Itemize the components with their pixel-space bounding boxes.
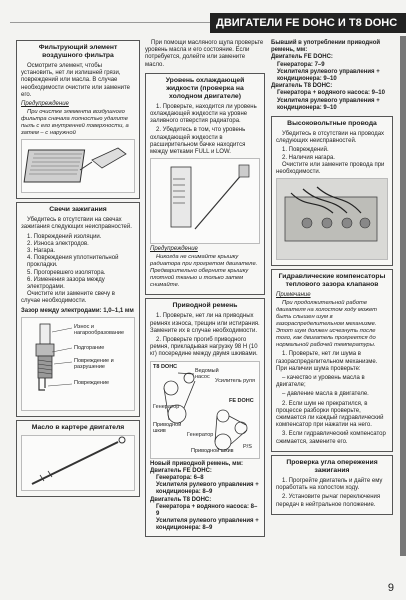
spark-plug-figure — [21, 317, 135, 411]
hv-wires-section — [271, 116, 393, 266]
coolant-title: Уровень охлаждающей жидкости (проверка на холодном двигателе) — [165, 76, 245, 100]
fig-label: Приводной шкив — [191, 447, 234, 454]
column-1 — [16, 40, 140, 500]
column-2 — [145, 40, 265, 540]
spec-line: Двигатель T8 DOHC: — [271, 83, 333, 90]
engine-wires-figure — [276, 178, 388, 260]
fig-label: Износ и нагарообразование — [74, 323, 125, 336]
hv-wires-advice: Очистите или замените провода при необходимости. — [276, 161, 385, 176]
spark-plug-fault-list — [21, 234, 135, 292]
spark-plug-intro: Убедитесь в отсутствии на свечах зажигания следующих неисправностей. — [21, 217, 132, 231]
list-item: 6. Изменения зазора между электродами. — [27, 276, 105, 291]
belt-step-1: 1. Проверьте, нет ли на приводных ремнях износа, трещин или истирания. Замените их в случае необходимости. — [150, 313, 260, 334]
belt-step-2: 2. Проверьте прогиб приводного ремня, прикладывая нагрузку 98 Н (10 кг) посередине между двумя шкивами. — [150, 337, 258, 358]
spark-plug-section — [16, 202, 140, 417]
new-belt-spec — [150, 461, 260, 533]
spec-line: Двигатель FE DOHC: — [271, 54, 333, 61]
hv-wires-fault-list — [276, 147, 388, 161]
air-filter-section — [16, 40, 140, 199]
fig-label: T8 DOHC — [153, 363, 178, 370]
edge-tab-bar — [400, 36, 406, 556]
list-item: 2. Наличия нагара. — [282, 154, 335, 161]
spec-line: Усилителя рулевого управления + кондиционера: 8–9 — [156, 518, 259, 532]
engine-oil-section — [16, 420, 140, 497]
hydraulic-lifter-title: Гидравлические компенсаторы теплового зазора клапанов — [278, 273, 386, 289]
ignition-timing-title: Проверка угла опережения зажигания — [286, 458, 378, 474]
list-item: 4. Повреждения уплотнительной прокладки. — [27, 255, 119, 269]
coolant-note: Никогда не снимайте крышку радиатора при прогретом двигателе. Предварительно оберните крышку плотной тканью и только затем снимайте. — [150, 254, 258, 289]
ignition-timing-section — [271, 455, 393, 515]
hydraulic-lifter-section — [271, 269, 393, 452]
lifter-step-1: 1. Проверьте, нет ли шума в газораспределительном механизме. При наличии шума проверьте: — [276, 351, 378, 372]
spec-line: Бывший в употреблении приводной ремень, мм: — [271, 40, 381, 54]
fig-label: Приводной шкив — [153, 421, 182, 434]
fig-label: P/S — [243, 443, 252, 450]
list-item: 1. Повреждений. — [282, 147, 329, 154]
air-filter-note: При очистке элемента воздушного фильтра сначала полностью удалите пыль с его внутренней поверхности, а затем – с наружной — [21, 109, 129, 137]
timing-step-1: 1. Прогрейте двигатель и дайте ему поработать на холостом ходу. — [276, 477, 383, 492]
spec-line: Усилителя рулевого управления + кондиционера: 8–9 — [156, 482, 259, 496]
coolant-step-2: 2. Убедитесь в том, что уровень охлаждающей жидкости в расширительном бачке находится между метками FULL и LOW. — [150, 127, 246, 156]
lifter-note-heading: Примечание — [276, 292, 311, 299]
spec-line: Генератора + водяного насоса: 8–9 — [156, 503, 258, 518]
spec-line: Генератора: 7–9 — [277, 61, 325, 68]
fig-label: Повреждение — [74, 379, 110, 386]
spark-plug-advice: Очистите или замените свечу в случае необходимости. — [21, 291, 115, 305]
page-number: 9 — [387, 582, 394, 594]
lifter-note: При продолжительной работе двигателя на холостом ходу может быть слышен шум в газораспределительном механизме. Этот шум должен исчезнуть после того, как двигатель прогреется до нормальной рабочей температуры. — [276, 300, 377, 349]
lifter-check-2: – давление масла в двигателе. — [282, 391, 369, 398]
spec-line: Усилителя рулевого управления + кондиционера: 9–10 — [277, 68, 380, 83]
fig-label: Генератор — [153, 403, 180, 410]
coolant-reservoir-figure — [150, 158, 260, 244]
page-header: ДВИГАТЕЛИ FE DOHC И T8 DOHC — [210, 13, 406, 33]
belt-routing-figure — [150, 361, 260, 459]
engine-oil-title: Масло в картере двигателя — [31, 423, 125, 431]
coolant-step-1: 1. Проверьте, находится ли уровень охлаждающей жидкости на уровне заливного отверстия радиатора. — [150, 103, 257, 125]
lifter-step-2: 2. Если шум не прекратился, в процессе разборки проверьте, сжимается ли каждый гидравлический компенсатор при нажатии на него. — [276, 400, 384, 429]
air-filter-note-heading: Предупреждение — [21, 101, 69, 108]
drive-belt-section — [145, 298, 265, 536]
coolant-reservoir-illustration — [151, 159, 261, 243]
air-filter-text: Осмотрите элемент, чтобы установить, нет ли излишней грязи, повреждений или масла. В случае необходимости очистите или замените его. — [21, 63, 131, 98]
timing-step-2: 2. Установите рычаг переключения передач в нейтральное положение. — [276, 494, 381, 508]
header-rule — [10, 22, 210, 23]
fig-label: Ведомый насос — [195, 367, 219, 380]
used-belt-spec — [271, 40, 393, 112]
list-item: 3. Нагара. — [27, 248, 56, 255]
fig-label: Усилитель руля — [215, 377, 255, 384]
spark-plug-title: Свечи зажигания — [49, 206, 107, 214]
spec-line: Усилителя рулевого управления + кондиционера: 9–10 — [277, 97, 380, 111]
list-item: 2. Износа электродов. — [27, 240, 89, 247]
air-filter-figure — [21, 139, 135, 193]
fig-label: FE DOHC — [229, 397, 254, 404]
lifter-step-3: 3. Если гидравлический компенсатор сжимается, замените его. — [276, 431, 386, 445]
fig-label: Подгорание — [74, 344, 105, 351]
engine-bay-illustration — [277, 179, 389, 259]
spec-line: Генератора + водяного насоса: 9–10 — [277, 90, 385, 97]
drive-belt-title: Приводной ремень — [172, 302, 238, 310]
spec-line: Двигатель T8 DOHC: — [150, 496, 212, 503]
hv-wires-title: Высоковольтные провода — [287, 120, 377, 128]
coolant-section — [145, 73, 265, 296]
spec-line: Новый приводной ремень, мм: — [150, 460, 244, 467]
electrode-gap-spec: Зазор между электродами: 1,0–1,1 мм — [21, 307, 134, 314]
oil-dipstick-figure — [21, 435, 135, 491]
coolant-note-heading: Предупреждение — [150, 246, 198, 253]
spec-line: Генератора: 6–8 — [156, 475, 204, 482]
fig-label: Повреждение и разрушение — [74, 357, 114, 370]
air-filter-title: Фильтрующий элемент воздушного фильтра — [38, 44, 118, 59]
air-filter-illustration — [22, 140, 136, 192]
lifter-check-1: – качество и уровень масла в двигателе; — [276, 375, 365, 389]
hv-wires-intro: Убедитесь в отсутствии на проводах следующих неисправностей. — [276, 131, 385, 145]
list-item: 1. Повреждений изоляции. — [27, 233, 102, 240]
fig-label: Генератор — [187, 431, 214, 438]
oil-check-text: При помощи масляного щупа проверьте уровень масла и его состояние. Если потребуется, долейте или замените масло. — [145, 40, 264, 68]
dipstick-illustration — [22, 436, 136, 490]
list-item: 5. Прогоревшего изолятора. — [27, 269, 106, 276]
column-3 — [271, 40, 393, 518]
spec-line: Двигатель FE DOHC: — [150, 467, 212, 474]
